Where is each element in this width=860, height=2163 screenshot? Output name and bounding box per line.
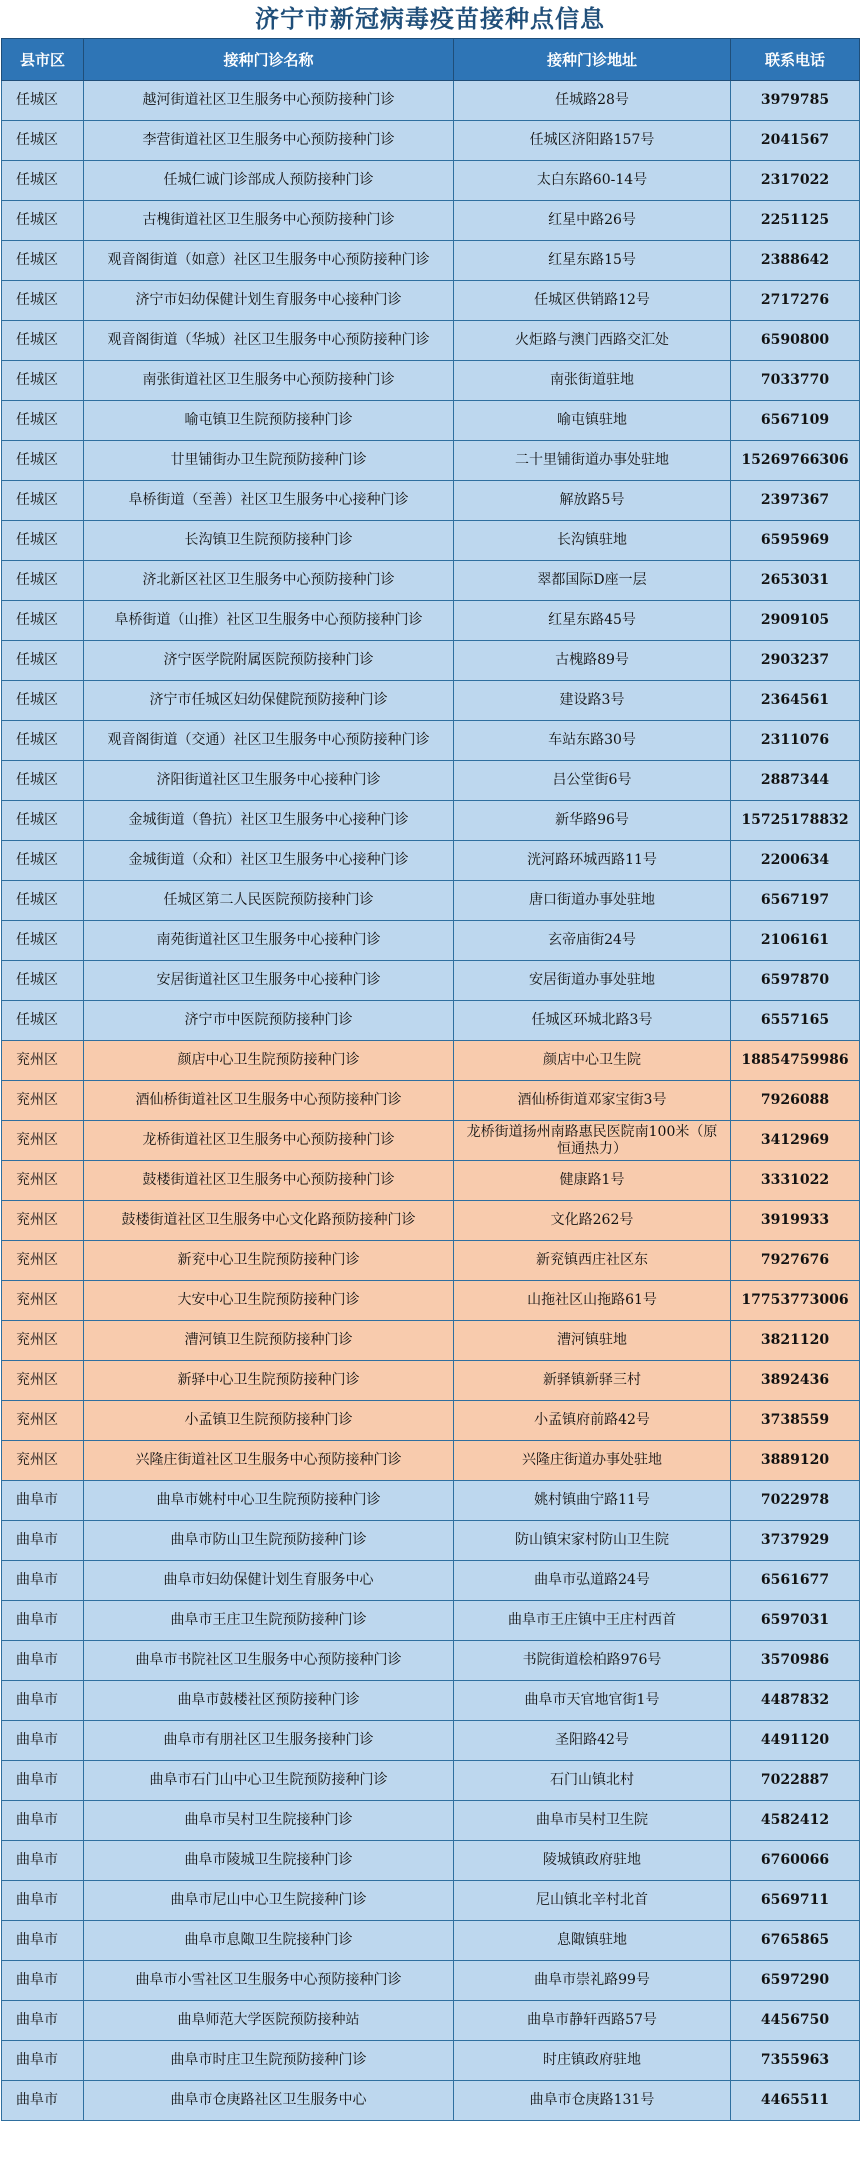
cell-phone: 6569711: [731, 1881, 860, 1921]
cell-clinic-address: 息陬镇驻地: [454, 1921, 731, 1961]
cell-phone: 2388642: [731, 241, 860, 281]
cell-clinic-address: 新兖镇西庄社区东: [454, 1241, 731, 1281]
table-row: [2, 2081, 860, 2121]
cell-clinic-name: 酒仙桥街道社区卫生服务中心预防接种门诊: [84, 1081, 454, 1121]
cell-phone: 2653031: [731, 561, 860, 601]
cell-clinic-name: 观音阁街道（如意）社区卫生服务中心预防接种门诊: [84, 241, 454, 281]
cell-phone: 3889120: [731, 1441, 860, 1481]
cell-county: 任城区: [2, 601, 84, 641]
cell-phone: 17753773006: [731, 1281, 860, 1321]
table-row: [2, 281, 860, 321]
cell-county: 兖州区: [2, 1401, 84, 1441]
table-row: [2, 1281, 860, 1321]
cell-clinic-name: 鼓楼街道社区卫生服务中心文化路预防接种门诊: [84, 1201, 454, 1241]
cell-county: 任城区: [2, 281, 84, 321]
cell-clinic-name: 颜店中心卫生院预防接种门诊: [84, 1041, 454, 1081]
cell-clinic-address: 吕公堂街6号: [454, 761, 731, 801]
table-row: [2, 721, 860, 761]
table-row: [2, 1761, 860, 1801]
cell-clinic-address: 曲阜市吴村卫生院: [454, 1801, 731, 1841]
table-row: [2, 1121, 860, 1161]
table-row: [2, 1361, 860, 1401]
table-row: [2, 321, 860, 361]
table-row: [2, 1321, 860, 1361]
cell-clinic-name: 曲阜师范大学医院预防接种站: [84, 2001, 454, 2041]
cell-county: 曲阜市: [2, 1881, 84, 1921]
cell-clinic-address: 曲阜市天官地官街1号: [454, 1681, 731, 1721]
cell-clinic-name: 兴隆庄街道社区卫生服务中心预防接种门诊: [84, 1441, 454, 1481]
cell-county: 曲阜市: [2, 1641, 84, 1681]
cell-phone: 6595969: [731, 521, 860, 561]
cell-county: 曲阜市: [2, 1481, 84, 1521]
cell-clinic-name: 任城区第二人民医院预防接种门诊: [84, 881, 454, 921]
cell-county: 任城区: [2, 481, 84, 521]
cell-clinic-name: 龙桥街道社区卫生服务中心预防接种门诊: [84, 1121, 454, 1161]
table-header-row: [2, 39, 860, 81]
cell-phone: 6597290: [731, 1961, 860, 2001]
cell-clinic-name: 曲阜市吴村卫生院接种门诊: [84, 1801, 454, 1841]
table-row: [2, 161, 860, 201]
cell-phone: 2106161: [731, 921, 860, 961]
cell-clinic-name: 曲阜市有朋社区卫生服务接种门诊: [84, 1721, 454, 1761]
cell-phone: 7033770: [731, 361, 860, 401]
cell-clinic-address: 酒仙桥街道邓家宝街3号: [454, 1081, 731, 1121]
cell-county: 任城区: [2, 721, 84, 761]
table-row: [2, 561, 860, 601]
cell-clinic-address: 古槐路89号: [454, 641, 731, 681]
cell-clinic-name: 曲阜市石门山中心卫生院预防接种门诊: [84, 1761, 454, 1801]
table-row: [2, 1401, 860, 1441]
cell-county: 任城区: [2, 401, 84, 441]
cell-county: 任城区: [2, 1001, 84, 1041]
cell-county: 曲阜市: [2, 1521, 84, 1561]
cell-clinic-address: 新华路96号: [454, 801, 731, 841]
page-title: 济宁市新冠病毒疫苗接种点信息: [255, 4, 605, 33]
cell-clinic-name: 观音阁街道（交通）社区卫生服务中心预防接种门诊: [84, 721, 454, 761]
table-row: [2, 1801, 860, 1841]
table-row: [2, 1961, 860, 2001]
cell-clinic-name: 济北新区社区卫生服务中心预防接种门诊: [84, 561, 454, 601]
cell-county: 曲阜市: [2, 1961, 84, 2001]
cell-clinic-name: 曲阜市防山卫生院预防接种门诊: [84, 1521, 454, 1561]
table-row: [2, 1081, 860, 1121]
cell-clinic-address: 长沟镇驻地: [454, 521, 731, 561]
cell-phone: 6567197: [731, 881, 860, 921]
cell-phone: 18854759986: [731, 1041, 860, 1081]
cell-county: 兖州区: [2, 1161, 84, 1201]
cell-clinic-name: 漕河镇卫生院预防接种门诊: [84, 1321, 454, 1361]
table-row: [2, 1881, 860, 1921]
cell-clinic-address: 漕河镇驻地: [454, 1321, 731, 1361]
cell-phone: 4456750: [731, 2001, 860, 2041]
table-row: [2, 1241, 860, 1281]
cell-clinic-name: 金城街道（鲁抗）社区卫生服务中心接种门诊: [84, 801, 454, 841]
cell-clinic-address: 防山镇宋家村防山卫生院: [454, 1521, 731, 1561]
cell-clinic-address: 任城区供销路12号: [454, 281, 731, 321]
cell-phone: 3979785: [731, 81, 860, 121]
cell-clinic-name: 廿里铺街办卫生院预防接种门诊: [84, 441, 454, 481]
cell-clinic-address: 二十里铺街道办事处驻地: [454, 441, 731, 481]
table-row: [2, 401, 860, 441]
cell-phone: 3331022: [731, 1161, 860, 1201]
cell-county: 曲阜市: [2, 2041, 84, 2081]
cell-phone: 2317022: [731, 161, 860, 201]
cell-phone: 6561677: [731, 1561, 860, 1601]
cell-phone: 3738559: [731, 1401, 860, 1441]
table-row: [2, 2041, 860, 2081]
cell-clinic-name: 济宁市任城区妇幼保健院预防接种门诊: [84, 681, 454, 721]
cell-clinic-address: 玄帝庙街24号: [454, 921, 731, 961]
cell-county: 任城区: [2, 561, 84, 601]
table-row: [2, 1721, 860, 1761]
cell-clinic-address: 健康路1号: [454, 1161, 731, 1201]
cell-clinic-name: 鼓楼街道社区卫生服务中心预防接种门诊: [84, 1161, 454, 1201]
table-row: [2, 1681, 860, 1721]
cell-clinic-name: 观音阁街道（华城）社区卫生服务中心预防接种门诊: [84, 321, 454, 361]
cell-phone: 15269766306: [731, 441, 860, 481]
table-row: [2, 921, 860, 961]
cell-county: 任城区: [2, 81, 84, 121]
cell-clinic-name: 济阳街道社区卫生服务中心接种门诊: [84, 761, 454, 801]
cell-clinic-address: 建设路3号: [454, 681, 731, 721]
cell-clinic-address: 红星东路45号: [454, 601, 731, 641]
table-row: [2, 961, 860, 1001]
table-row: [2, 81, 860, 121]
cell-clinic-name: 曲阜市尼山中心卫生院接种门诊: [84, 1881, 454, 1921]
table-row: [2, 841, 860, 881]
cell-phone: 2200634: [731, 841, 860, 881]
cell-phone: 2717276: [731, 281, 860, 321]
cell-clinic-address: 石门山镇北村: [454, 1761, 731, 1801]
cell-phone: 2364561: [731, 681, 860, 721]
cell-clinic-name: 喻屯镇卫生院预防接种门诊: [84, 401, 454, 441]
cell-county: 任城区: [2, 881, 84, 921]
table-row: [2, 521, 860, 561]
cell-clinic-name: 曲阜市仓庚路社区卫生服务中心: [84, 2081, 454, 2121]
table-row: [2, 641, 860, 681]
table-row: [2, 1841, 860, 1881]
cell-clinic-address: 圣阳路42号: [454, 1721, 731, 1761]
cell-clinic-name: 新驿中心卫生院预防接种门诊: [84, 1361, 454, 1401]
cell-county: 曲阜市: [2, 1761, 84, 1801]
cell-phone: 3412969: [731, 1121, 860, 1161]
cell-clinic-name: 新兖中心卫生院预防接种门诊: [84, 1241, 454, 1281]
header-county: 县市区: [2, 39, 84, 81]
cell-county: 兖州区: [2, 1241, 84, 1281]
cell-county: 任城区: [2, 321, 84, 361]
cell-phone: 3737929: [731, 1521, 860, 1561]
table-row: [2, 1481, 860, 1521]
table-row: [2, 761, 860, 801]
table-row: [2, 361, 860, 401]
cell-phone: 2311076: [731, 721, 860, 761]
cell-phone: 2251125: [731, 201, 860, 241]
vaccination-sites-table: [1, 38, 860, 2121]
cell-phone: 6567109: [731, 401, 860, 441]
cell-clinic-address: 喻屯镇驻地: [454, 401, 731, 441]
cell-clinic-address: 火炬路与澳门西路交汇处: [454, 321, 731, 361]
cell-clinic-name: 济宁市妇幼保健计划生育服务中心接种门诊: [84, 281, 454, 321]
cell-clinic-name: 大安中心卫生院预防接种门诊: [84, 1281, 454, 1321]
cell-clinic-address: 颜店中心卫生院: [454, 1041, 731, 1081]
table-row: [2, 1601, 860, 1641]
table-row: [2, 441, 860, 481]
cell-clinic-name: 济宁医学院附属医院预防接种门诊: [84, 641, 454, 681]
cell-clinic-address: 任城区环城北路3号: [454, 1001, 731, 1041]
cell-clinic-address: 太白东路60-14号: [454, 161, 731, 201]
cell-county: 任城区: [2, 121, 84, 161]
cell-clinic-name: 安居街道社区卫生服务中心接种门诊: [84, 961, 454, 1001]
cell-clinic-name: 曲阜市鼓楼社区预防接种门诊: [84, 1681, 454, 1721]
cell-clinic-name: 阜桥街道（山推）社区卫生服务中心预防接种门诊: [84, 601, 454, 641]
cell-phone: 6765865: [731, 1921, 860, 1961]
cell-phone: 4582412: [731, 1801, 860, 1841]
cell-county: 曲阜市: [2, 1681, 84, 1721]
cell-clinic-name: 曲阜市书院社区卫生服务中心预防接种门诊: [84, 1641, 454, 1681]
cell-clinic-name: 金城街道（众和）社区卫生服务中心接种门诊: [84, 841, 454, 881]
cell-county: 曲阜市: [2, 1841, 84, 1881]
cell-clinic-address: 龙桥街道扬州南路惠民医院南100米（原恒通热力）: [454, 1121, 731, 1161]
cell-clinic-address: 小孟镇府前路42号: [454, 1401, 731, 1441]
cell-clinic-name: 南苑街道社区卫生服务中心接种门诊: [84, 921, 454, 961]
cell-clinic-name: 曲阜市时庄卫生院预防接种门诊: [84, 2041, 454, 2081]
cell-county: 曲阜市: [2, 2001, 84, 2041]
cell-clinic-name: 曲阜市息陬卫生院接种门诊: [84, 1921, 454, 1961]
table-row: [2, 2001, 860, 2041]
cell-clinic-name: 古槐街道社区卫生服务中心预防接种门诊: [84, 201, 454, 241]
cell-clinic-name: 小孟镇卫生院预防接种门诊: [84, 1401, 454, 1441]
cell-county: 任城区: [2, 441, 84, 481]
table-row: [2, 1041, 860, 1081]
table-row: [2, 201, 860, 241]
cell-county: 曲阜市: [2, 2081, 84, 2121]
cell-clinic-address: 唐口街道办事处驻地: [454, 881, 731, 921]
cell-clinic-address: 南张街道驻地: [454, 361, 731, 401]
table-row: [2, 481, 860, 521]
table-row: [2, 681, 860, 721]
cell-phone: 2397367: [731, 481, 860, 521]
cell-phone: 3892436: [731, 1361, 860, 1401]
cell-county: 任城区: [2, 641, 84, 681]
table-row: [2, 1521, 860, 1561]
cell-county: 任城区: [2, 681, 84, 721]
cell-clinic-address: 红星东路15号: [454, 241, 731, 281]
cell-county: 兖州区: [2, 1441, 84, 1481]
cell-county: 曲阜市: [2, 1801, 84, 1841]
cell-clinic-address: 陵城镇政府驻地: [454, 1841, 731, 1881]
table-row: [2, 601, 860, 641]
cell-clinic-address: 书院街道桧柏路976号: [454, 1641, 731, 1681]
cell-phone: 6590800: [731, 321, 860, 361]
cell-clinic-address: 文化路262号: [454, 1201, 731, 1241]
cell-clinic-name: 越河街道社区卫生服务中心预防接种门诊: [84, 81, 454, 121]
cell-clinic-name: 长沟镇卫生院预防接种门诊: [84, 521, 454, 561]
table-row: [2, 121, 860, 161]
cell-phone: 6597870: [731, 961, 860, 1001]
table-row: [2, 881, 860, 921]
cell-county: 任城区: [2, 921, 84, 961]
header-clinic-name: 接种门诊名称: [84, 39, 454, 81]
cell-county: 兖州区: [2, 1321, 84, 1361]
cell-clinic-address: 曲阜市弘道路24号: [454, 1561, 731, 1601]
cell-county: 曲阜市: [2, 1561, 84, 1601]
cell-county: 曲阜市: [2, 1721, 84, 1761]
table-row: [2, 1641, 860, 1681]
cell-clinic-name: 济宁市中医院预防接种门诊: [84, 1001, 454, 1041]
cell-phone: 6760066: [731, 1841, 860, 1881]
cell-county: 兖州区: [2, 1201, 84, 1241]
table-row: [2, 241, 860, 281]
cell-phone: 3919933: [731, 1201, 860, 1241]
table-row: [2, 1921, 860, 1961]
cell-clinic-name: 曲阜市陵城卫生院接种门诊: [84, 1841, 454, 1881]
cell-phone: 2909105: [731, 601, 860, 641]
cell-county: 兖州区: [2, 1121, 84, 1161]
cell-county: 曲阜市: [2, 1921, 84, 1961]
cell-phone: 7022887: [731, 1761, 860, 1801]
header-phone: 联系电话: [731, 39, 860, 81]
header-clinic-address: 接种门诊地址: [454, 39, 731, 81]
cell-phone: 7355963: [731, 2041, 860, 2081]
cell-county: 兖州区: [2, 1361, 84, 1401]
table-row: [2, 1001, 860, 1041]
cell-county: 任城区: [2, 361, 84, 401]
cell-clinic-address: 曲阜市静轩西路57号: [454, 2001, 731, 2041]
cell-clinic-name: 南张街道社区卫生服务中心预防接种门诊: [84, 361, 454, 401]
cell-county: 任城区: [2, 801, 84, 841]
cell-clinic-address: 安居街道办事处驻地: [454, 961, 731, 1001]
cell-phone: 7022978: [731, 1481, 860, 1521]
cell-clinic-name: 曲阜市妇幼保健计划生育服务中心: [84, 1561, 454, 1601]
cell-phone: 3821120: [731, 1321, 860, 1361]
cell-county: 任城区: [2, 241, 84, 281]
cell-clinic-name: 曲阜市小雪社区卫生服务中心预防接种门诊: [84, 1961, 454, 2001]
cell-phone: 4465511: [731, 2081, 860, 2121]
table-row: [2, 801, 860, 841]
cell-clinic-name: 阜桥街道（至善）社区卫生服务中心接种门诊: [84, 481, 454, 521]
cell-county: 曲阜市: [2, 1601, 84, 1641]
cell-phone: 7926088: [731, 1081, 860, 1121]
cell-clinic-name: 曲阜市王庄卫生院预防接种门诊: [84, 1601, 454, 1641]
cell-phone: 2041567: [731, 121, 860, 161]
cell-clinic-address: 姚村镇曲宁路11号: [454, 1481, 731, 1521]
cell-county: 任城区: [2, 841, 84, 881]
cell-clinic-address: 红星中路26号: [454, 201, 731, 241]
cell-clinic-address: 曲阜市仓庚路131号: [454, 2081, 731, 2121]
table-row: [2, 1161, 860, 1201]
cell-phone: 6557165: [731, 1001, 860, 1041]
cell-county: 兖州区: [2, 1081, 84, 1121]
cell-phone: 3570986: [731, 1641, 860, 1681]
cell-clinic-address: 翠都国际D座一层: [454, 561, 731, 601]
cell-clinic-address: 任城路28号: [454, 81, 731, 121]
table-row: [2, 1441, 860, 1481]
cell-phone: 2903237: [731, 641, 860, 681]
cell-clinic-address: 曲阜市王庄镇中王庄村西首: [454, 1601, 731, 1641]
cell-clinic-address: 解放路5号: [454, 481, 731, 521]
cell-phone: 2887344: [731, 761, 860, 801]
cell-county: 任城区: [2, 521, 84, 561]
table-row: [2, 1561, 860, 1601]
cell-clinic-name: 任城仁诚门诊部成人预防接种门诊: [84, 161, 454, 201]
cell-clinic-name: 李营街道社区卫生服务中心预防接种门诊: [84, 121, 454, 161]
cell-clinic-address: 洸河路环城西路11号: [454, 841, 731, 881]
cell-phone: 6597031: [731, 1601, 860, 1641]
cell-phone: 4487832: [731, 1681, 860, 1721]
cell-county: 任城区: [2, 161, 84, 201]
cell-phone: 15725178832: [731, 801, 860, 841]
cell-clinic-address: 尼山镇北辛村北首: [454, 1881, 731, 1921]
cell-county: 兖州区: [2, 1281, 84, 1321]
cell-clinic-name: 曲阜市姚村中心卫生院预防接种门诊: [84, 1481, 454, 1521]
cell-county: 任城区: [2, 961, 84, 1001]
cell-clinic-address: 兴隆庄街道办事处驻地: [454, 1441, 731, 1481]
cell-clinic-address: 曲阜市崇礼路99号: [454, 1961, 731, 2001]
cell-phone: 4491120: [731, 1721, 860, 1761]
cell-clinic-address: 山拖社区山拖路61号: [454, 1281, 731, 1321]
cell-county: 任城区: [2, 761, 84, 801]
cell-phone: 7927676: [731, 1241, 860, 1281]
cell-clinic-address: 任城区济阳路157号: [454, 121, 731, 161]
cell-clinic-address: 时庄镇政府驻地: [454, 2041, 731, 2081]
table-row: [2, 1201, 860, 1241]
cell-county: 兖州区: [2, 1041, 84, 1081]
cell-county: 任城区: [2, 201, 84, 241]
cell-clinic-address: 新驿镇新驿三村: [454, 1361, 731, 1401]
cell-clinic-address: 车站东路30号: [454, 721, 731, 761]
